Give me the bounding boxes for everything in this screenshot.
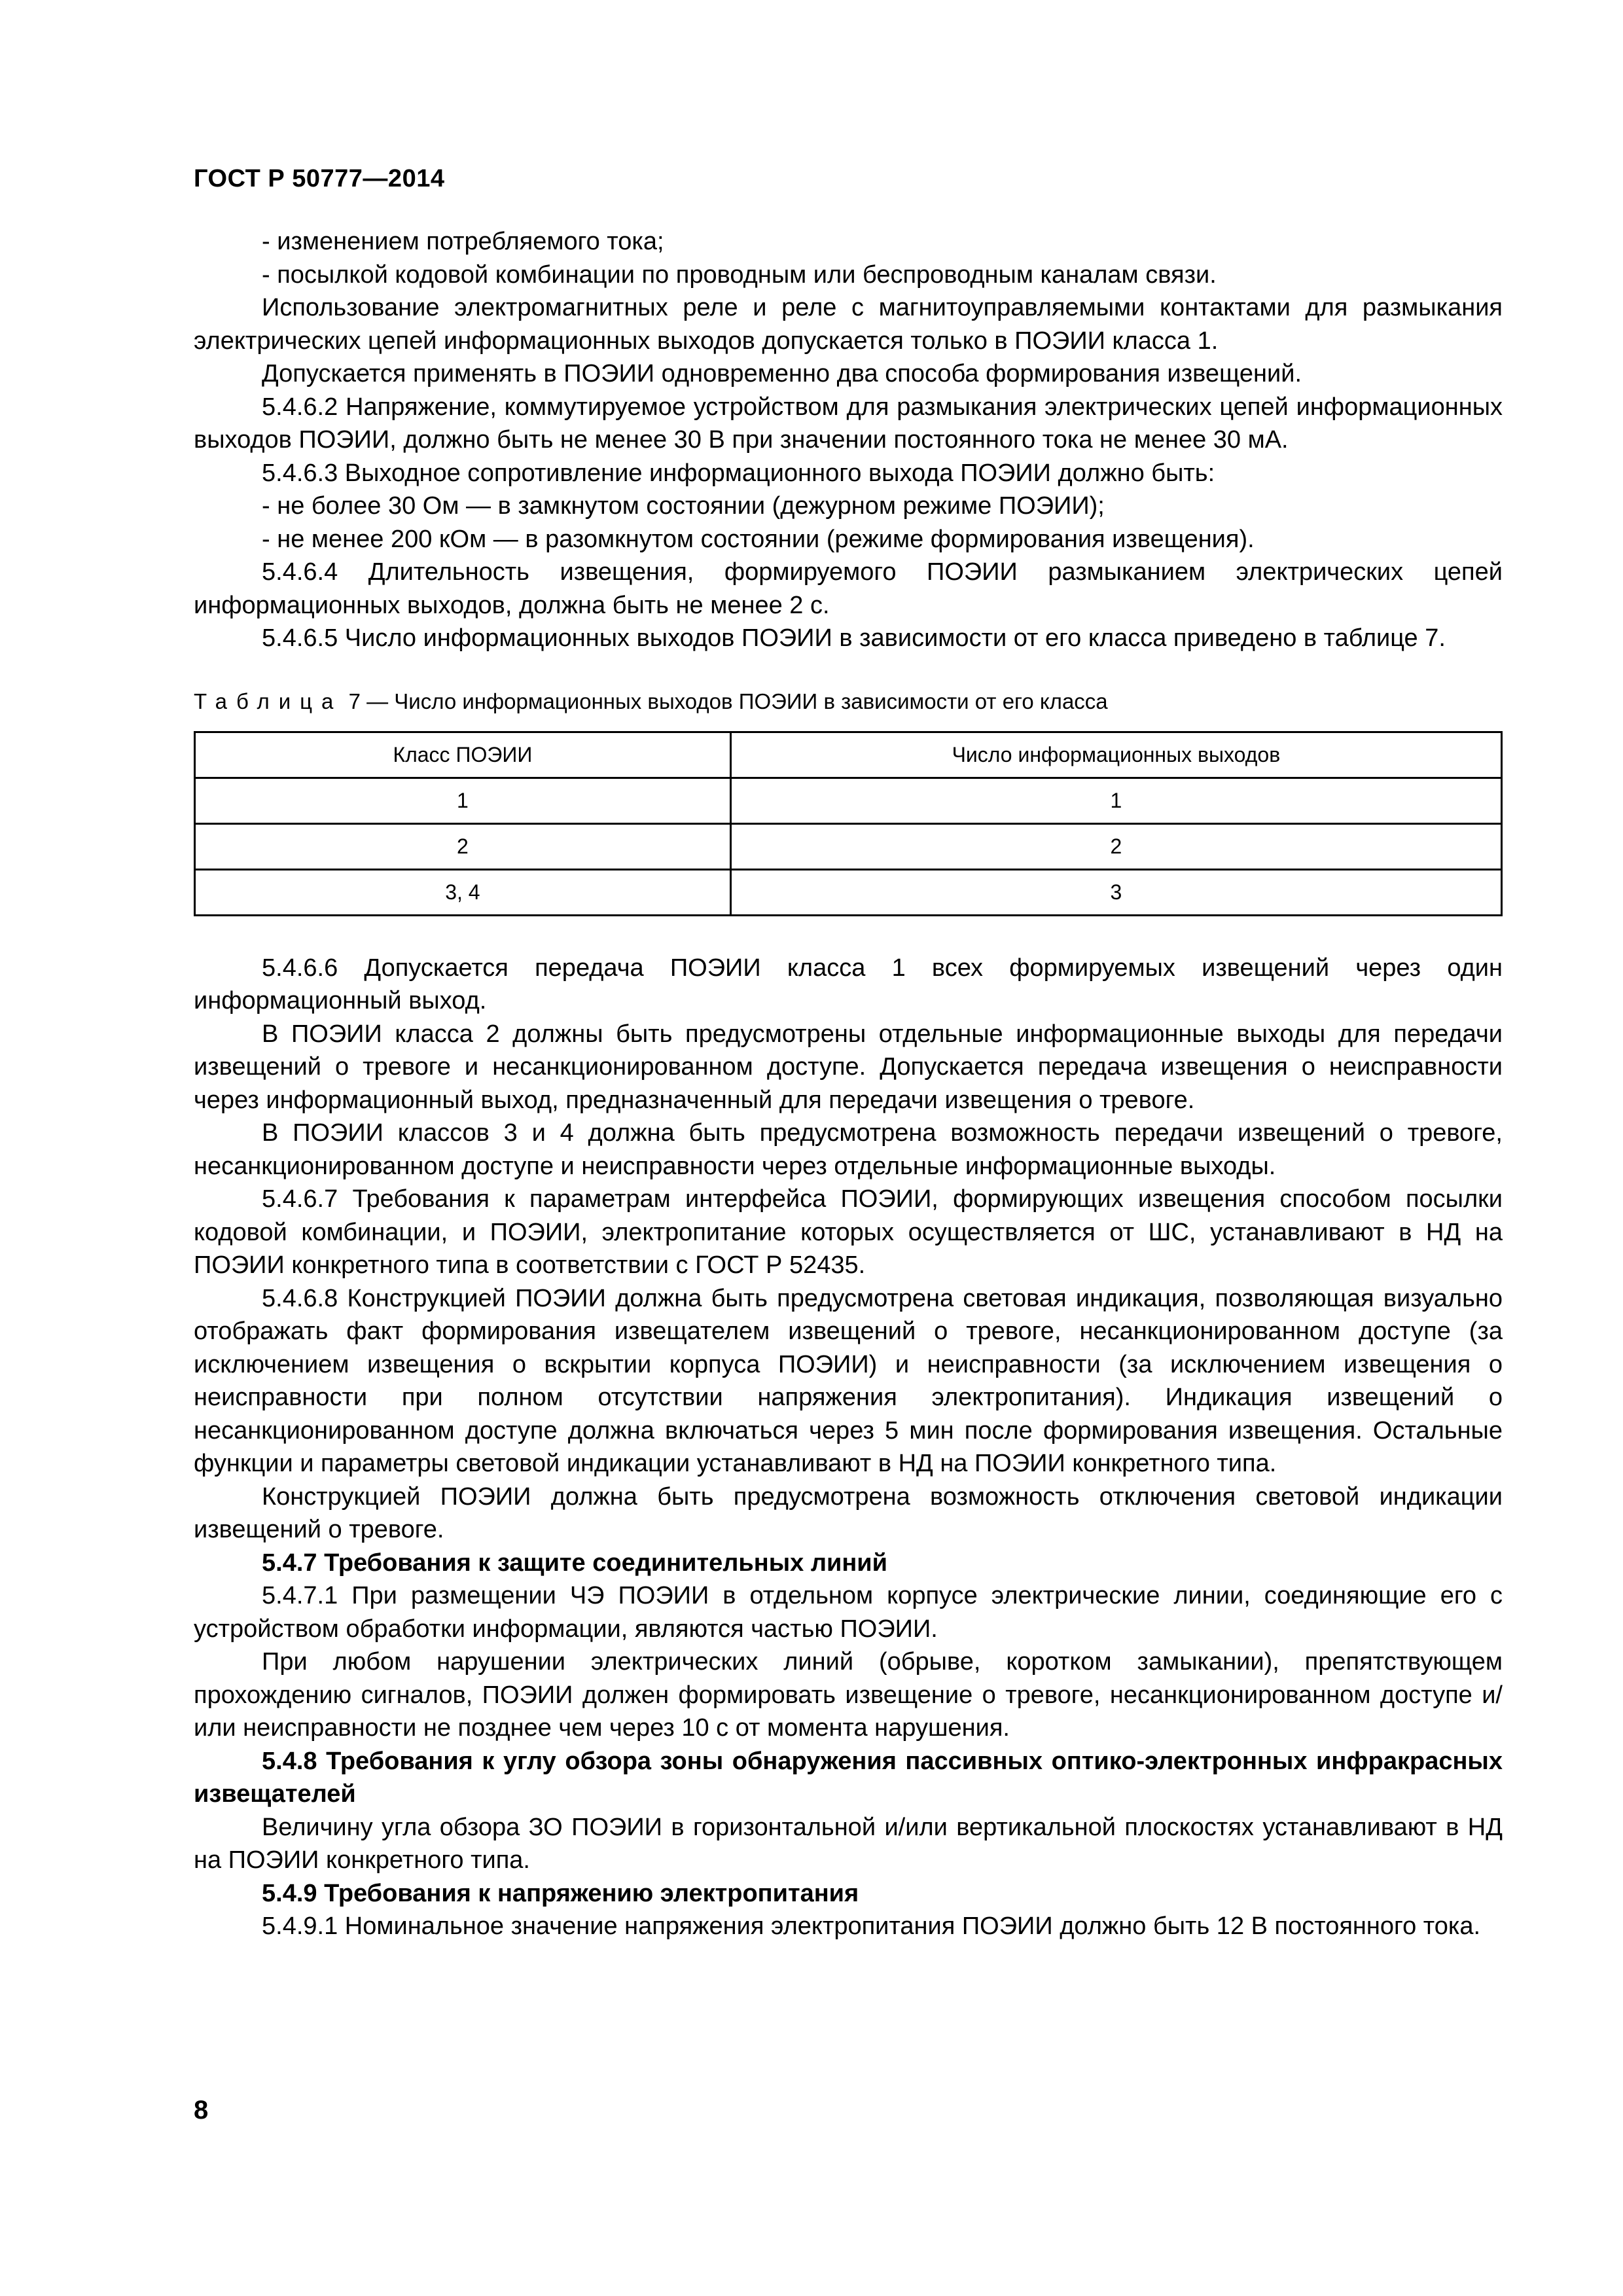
paragraph: - изменением потребляемого тока; bbox=[262, 228, 664, 255]
paragraph: 5.4.9.1 Номинальное значение напряжения электропитания ПОЭИИ должно быть 12 В постоянного тока. bbox=[262, 1912, 1481, 1940]
section-heading: 5.4.9 Требования к напряжению электропитания bbox=[262, 1879, 859, 1907]
page-number: 8 bbox=[194, 2096, 209, 2125]
table-caption-text: — Число информационных выходов ПОЭИИ в зависимости от его класса bbox=[366, 689, 1108, 713]
paragraph: 5.4.6.6 Допускается передача ПОЭИИ класса 1 всех формируемых извещений через один информационный выход. bbox=[194, 954, 1503, 1014]
paragraph: 5.4.6.2 Напряжение, коммутируемое устройством для размыкания электрических цепей информационных выходов ПОЭИИ, должно быть не менее 30 В при значении постоянного тока не менее 30 мА. bbox=[194, 393, 1503, 454]
paragraph: Конструкцией ПОЭИИ должна быть предусмотрена возможность отключения световой индикации извещений о тревоге. bbox=[194, 1482, 1503, 1543]
table-cell: 3 bbox=[730, 869, 1501, 915]
paragraph: 5.4.7.1 При размещении ЧЭ ПОЭИИ в отдельном корпусе электрические линии, соединяющие его с устройством обработки информации, являются частью ПОЭИИ. bbox=[194, 1582, 1503, 1643]
table-header-cell: Число информационных выходов bbox=[730, 732, 1501, 778]
table-row bbox=[195, 778, 1502, 823]
document-code-header: ГОСТ Р 50777—2014 bbox=[194, 165, 445, 192]
table-cell: 3, 4 bbox=[195, 869, 731, 915]
paragraph: В ПОЭИИ классов 3 и 4 должна быть предусмотрена возможность передачи извещений о тревоге, несанкционированном доступе и неисправности через отдельные информационные выходы. bbox=[194, 1119, 1503, 1180]
table-cell: 2 bbox=[730, 823, 1501, 869]
paragraph: - не менее 200 кОм — в разомкнутом состоянии (режиме формирования извещения). bbox=[262, 525, 1255, 553]
page-body bbox=[194, 225, 1503, 1943]
section-heading: 5.4.8 Требования к углу обзора зоны обнаружения пассивных оптико-электронных инфракрасных извещателей bbox=[194, 1747, 1503, 1808]
paragraph: 5.4.6.4 Длительность извещения, формируемого ПОЭИИ размыканием электрических цепей информационных выходов, должна быть не менее 2 с. bbox=[194, 558, 1503, 619]
paragraph: 5.4.6.8 Конструкцией ПОЭИИ должна быть предусмотрена световая индикация, позволяющая визуально отображать факт формирования извещателем извещений о тревоге, несанкционированном доступе (за исключением извещения о вскрытии корпуса ПОЭИИ) и неисправности (за исключением извещения о неисправности при полном отсутствии напряжения электропитания). Индикация извещений о несанкционированном доступе должна включаться через 5 мин после формирования извещения. Остальные функции и параметры световой индикации устанавливают в НД на ПОЭИИ конкретного типа. bbox=[194, 1284, 1503, 1477]
table-row bbox=[195, 869, 1502, 915]
table-cell: 1 bbox=[195, 778, 731, 823]
table-header-cell: Класс ПОЭИИ bbox=[195, 732, 731, 778]
text-section-before-table bbox=[194, 225, 1503, 655]
table-caption bbox=[194, 685, 1503, 718]
table-caption-number: 7 bbox=[348, 689, 361, 713]
paragraph: Использование электромагнитных реле и реле с магнитоуправляемыми контактами для размыкания электрических цепей информационных выходов допускается только в ПОЭИИ класса 1. bbox=[194, 294, 1503, 355]
paragraph: - не более 30 Ом — в замкнутом состоянии (дежурном режиме ПОЭИИ); bbox=[262, 492, 1105, 520]
paragraph: 5.4.6.7 Требования к параметрам интерфейса ПОЭИИ, формирующих извещения способом посылки кодовой комбинации, и ПОЭИИ, электропитание которых осуществляется от ШС, устанавливают в НД на ПОЭИИ конкретного типа в соответствии с ГОСТ Р 52435. bbox=[194, 1185, 1503, 1279]
paragraph: В ПОЭИИ класса 2 должны быть предусмотрены отдельные информационные выходы для передачи извещений о тревоге и несанкционированном доступе. Допускается передача извещения о неисправности через информационный выход, предназначенный для передачи извещения о тревоге. bbox=[194, 1020, 1503, 1114]
text-section-after-table bbox=[194, 952, 1503, 1943]
outputs-by-class-table bbox=[194, 731, 1503, 916]
table-caption-label: Таблица bbox=[194, 689, 343, 713]
table-cell: 2 bbox=[195, 823, 731, 869]
paragraph: При любом нарушении электрических линий (обрыве, коротком замыкании), препятствующем прохождению сигналов, ПОЭИИ должен формировать извещение о тревоге, несанкционированном доступе и/или неисправности не позднее чем через 10 с от момента нарушения. bbox=[194, 1648, 1503, 1742]
paragraph: Допускается применять в ПОЭИИ одновременно два способа формирования извещений. bbox=[262, 360, 1302, 387]
paragraph: 5.4.6.3 Выходное сопротивление информационного выхода ПОЭИИ должно быть: bbox=[262, 459, 1215, 487]
section-heading: 5.4.7 Требования к защите соединительных линий bbox=[262, 1549, 888, 1577]
paragraph: - посылкой кодовой комбинации по проводным или беспроводным каналам связи. bbox=[262, 260, 1217, 289]
paragraph: Величину угла обзора ЗО ПОЭИИ в горизонтальной и/или вертикальной плоскостях устанавливают в НД на ПОЭИИ конкретного типа. bbox=[194, 1813, 1503, 1874]
paragraph: 5.4.6.5 Число информационных выходов ПОЭИИ в зависимости от его класса приведено в таблице 7. bbox=[262, 624, 1446, 652]
table-row bbox=[195, 823, 1502, 869]
table-header-row bbox=[195, 732, 1502, 778]
table-cell: 1 bbox=[730, 778, 1501, 823]
